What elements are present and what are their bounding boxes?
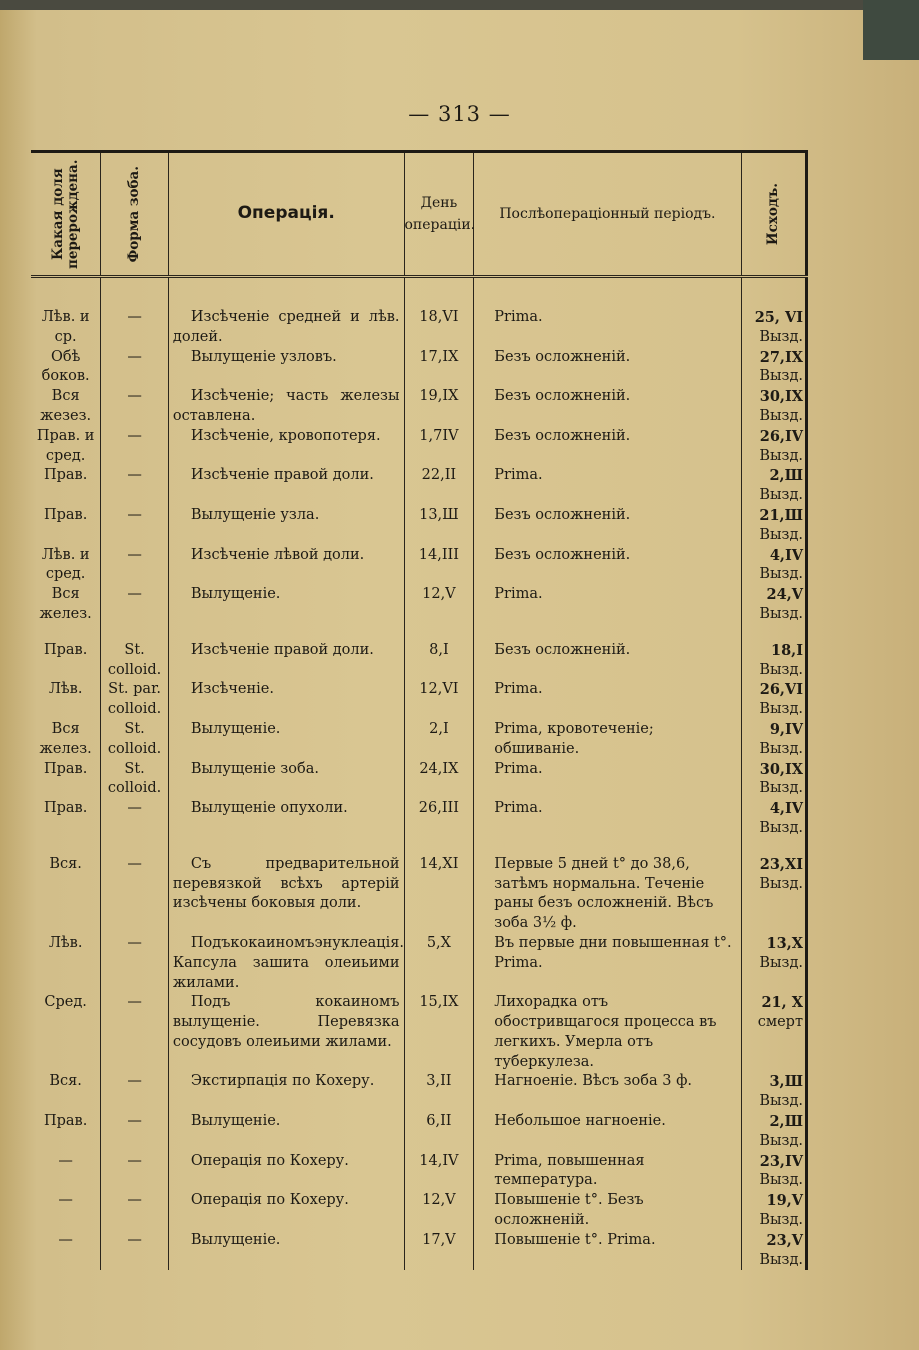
cell-post: Въ первые дни повышенная t°. Prima. — [474, 934, 741, 993]
cell-outcome — [741, 760, 806, 800]
table-row — [31, 546, 807, 586]
cell-day: 1,7IV — [404, 427, 474, 467]
outcome-result: Вызд. — [759, 954, 803, 971]
cell-post: Небольшое нагноеніе. — [474, 1112, 741, 1152]
table-row — [31, 506, 807, 546]
outcome-result: Вызд. — [759, 605, 803, 622]
cell-region: — — [58, 1231, 73, 1248]
table-row — [31, 1191, 807, 1231]
cell-form: — — [101, 506, 169, 546]
outcome-result: Вызд. — [759, 661, 803, 678]
outcome-date: 13,X — [766, 934, 803, 952]
cell-post: Безъ осложненій. — [474, 641, 741, 681]
cell-region: Прав. — [43, 467, 88, 484]
outcome-date: 21,Ш — [759, 506, 803, 524]
header-day: День операціи. — [404, 152, 474, 277]
outcome-date: 4,IV — [769, 800, 803, 818]
group-gap — [31, 839, 807, 855]
cell-region: Сред. — [44, 994, 87, 1011]
outcome-result: Вызд. — [759, 1212, 803, 1229]
cell-day: 24,IX — [404, 760, 474, 800]
table-row — [31, 1231, 807, 1271]
outcome-date: 18,I — [770, 641, 803, 659]
table-row — [31, 680, 807, 720]
cell-outcome — [741, 308, 806, 348]
cell-post: Prima. — [474, 308, 741, 348]
cell-form: — — [101, 799, 169, 839]
cell-region: Вся. — [49, 855, 82, 872]
cell-post: Prima. — [474, 799, 741, 839]
outcome-result: Вызд. — [759, 780, 803, 797]
table-row — [31, 855, 807, 934]
cell-form: St. colloid. — [101, 641, 169, 681]
table-row — [31, 993, 807, 1072]
outcome-result: Вызд. — [759, 1093, 803, 1110]
cell-post: Безъ осложненій. — [474, 546, 741, 586]
outcome-result: Вызд. — [759, 740, 803, 757]
cell-post: Лихорадка отъ обостривщагося процесса въ легкихъ. Умерла отъ туберкулеза. — [474, 993, 741, 1072]
cell-region: Вся. — [49, 1073, 82, 1090]
cell-operation: Изсѣченіе; часть железы оставлена. — [168, 387, 404, 427]
cell-region: Лѣв. и сред. — [41, 546, 90, 583]
cell-form: — — [101, 934, 169, 993]
outcome-date: 23,IV — [759, 1152, 803, 1170]
cell-day: 17,V — [404, 1231, 474, 1271]
cell-operation: Вылущеніе узла. — [168, 506, 404, 546]
cell-operation: Съ предварительной перевязкой всѣхъ артерій изсѣчены боковыя доли. — [168, 855, 404, 934]
outcome-date: 23,V — [766, 1231, 803, 1249]
outcome-result: Вызд. — [759, 566, 803, 583]
outcome-result: Вызд. — [759, 328, 803, 345]
cell-operation: Вылущеніе узловъ. — [168, 348, 404, 388]
outcome-result: Вызд. — [759, 819, 803, 836]
cell-region: Лѣв. — [48, 934, 83, 951]
table-row — [31, 1152, 807, 1192]
cell-day: 12,VI — [404, 680, 474, 720]
cell-post: Безъ осложненій. — [474, 427, 741, 467]
cell-form: — — [101, 1191, 169, 1231]
table-row — [31, 720, 807, 760]
table-row — [31, 1112, 807, 1152]
cell-form: — — [101, 427, 169, 467]
cell-region: Лѣв. и ср. — [41, 309, 90, 345]
cell-form: — — [101, 387, 169, 427]
table-row — [31, 799, 807, 839]
outcome-result: Вызд. — [759, 407, 803, 424]
cell-outcome — [741, 720, 806, 760]
cell-outcome — [741, 387, 806, 427]
cell-operation: Подъкокаиномъэнуклеація. Капсула зашита олеиьими жилами. — [168, 934, 404, 993]
table-row — [31, 348, 807, 388]
cell-region: — — [58, 1152, 73, 1169]
cell-region: Вся желез. — [39, 720, 92, 757]
outcome-date: 26,VI — [759, 681, 803, 699]
cell-post: Нагноеніе. Вѣсъ зоба 3 ф. — [474, 1072, 741, 1112]
cell-form: — — [101, 1152, 169, 1192]
cell-outcome — [741, 1112, 806, 1152]
cell-day: 12,V — [404, 1191, 474, 1231]
cell-form: St. par. colloid. — [101, 680, 169, 720]
outcome-date: 19,V — [766, 1192, 803, 1210]
scan-edge-top — [0, 0, 919, 10]
cell-outcome — [741, 1072, 806, 1112]
cell-day: 26,III — [404, 799, 474, 839]
cell-outcome — [741, 1191, 806, 1231]
outcome-date: 26,IV — [759, 427, 803, 445]
cell-form: — — [101, 993, 169, 1072]
cell-form: — — [101, 855, 169, 934]
cell-post: Prima. — [474, 760, 741, 800]
cell-form: St. colloid. — [101, 760, 169, 800]
outcome-date: 4,IV — [769, 546, 803, 564]
outcome-result: Вызд. — [759, 1172, 803, 1189]
cell-day: 6,II — [404, 1112, 474, 1152]
cell-region: Обѣ боков. — [41, 348, 90, 385]
outcome-date: 21, X — [761, 994, 803, 1012]
table-row — [31, 934, 807, 993]
table-row — [31, 1072, 807, 1112]
table-header-row — [31, 152, 807, 277]
cell-day: 5,X — [404, 934, 474, 993]
cell-outcome — [741, 1152, 806, 1192]
header-form: Форма зоба. — [101, 152, 169, 277]
outcome-result: Вызд. — [759, 526, 803, 543]
cell-region: Лѣв. — [48, 681, 83, 698]
cell-operation: Вылущеніе. — [168, 1112, 404, 1152]
cell-outcome — [741, 641, 806, 681]
cell-region: Прав. — [43, 506, 88, 523]
cell-region: Прав. — [43, 1113, 88, 1130]
cell-form: — — [101, 1072, 169, 1112]
cell-day: 14,XI — [404, 855, 474, 934]
cell-operation: Изсѣченіе средней и лѣв. долей. — [168, 308, 404, 348]
cell-form: — — [101, 348, 169, 388]
cell-day: 2,I — [404, 720, 474, 760]
table-row — [31, 466, 807, 506]
header-region: Какая доля перерождена. — [31, 152, 101, 277]
table-row — [31, 387, 807, 427]
cell-operation: Изсѣченіе правой доли. — [168, 641, 404, 681]
cell-operation: Изсѣченіе лѣвой доли. — [168, 546, 404, 586]
outcome-date: 24,V — [766, 586, 803, 604]
cell-operation: Вылущеніе зоба. — [168, 760, 404, 800]
outcome-result: Вызд. — [759, 701, 803, 718]
cell-operation: Изсѣченіе. — [168, 680, 404, 720]
cell-outcome — [741, 585, 806, 625]
cell-form: — — [101, 1231, 169, 1271]
header-outcome: Исходъ. — [741, 152, 806, 277]
cell-day: 15,IX — [404, 993, 474, 1072]
cell-outcome — [741, 855, 806, 934]
cell-form: — — [101, 585, 169, 625]
cell-region: Вся жезез. — [40, 388, 92, 424]
outcome-date: 30,IX — [759, 388, 803, 406]
cell-form: St. colloid. — [101, 720, 169, 760]
outcome-date: 23,XI — [759, 855, 803, 873]
cell-post: Повышеніе t°. Prima. — [474, 1231, 741, 1271]
outcome-date: 30,IX — [759, 760, 803, 778]
cell-operation: Вылущеніе опухоли. — [168, 799, 404, 839]
cell-operation: Вылущеніе. — [168, 1231, 404, 1271]
cell-outcome — [741, 466, 806, 506]
cell-region: Прав. — [43, 641, 88, 658]
cell-outcome — [741, 506, 806, 546]
cell-post: Безъ осложненій. — [474, 348, 741, 388]
outcome-result: Вызд. — [759, 447, 803, 464]
cell-operation: Вылущеніе. — [168, 585, 404, 625]
outcome-result: смерт — [757, 1014, 803, 1031]
table-row — [31, 641, 807, 681]
cell-form: — — [101, 546, 169, 586]
operations-table — [31, 150, 808, 1270]
cell-day: 3,II — [404, 1072, 474, 1112]
outcome-result: Вызд. — [759, 875, 803, 892]
cell-post: Безъ осложненій. — [474, 387, 741, 427]
cell-outcome — [741, 799, 806, 839]
cell-region: Прав. — [43, 800, 88, 817]
cell-region: Прав. — [43, 760, 88, 777]
outcome-date: 3,Ш — [769, 1073, 803, 1091]
header-operation: Операція. — [168, 152, 404, 277]
outcome-date: 25, VI — [754, 309, 803, 326]
outcome-result: Вызд. — [759, 1251, 803, 1268]
table-row — [31, 308, 807, 348]
scan-edge-corner — [863, 0, 919, 60]
cell-outcome — [741, 348, 806, 388]
cell-outcome — [741, 934, 806, 993]
cell-post: Безъ осложненій. — [474, 506, 741, 546]
cell-post: Повышеніе t°. Безъ осложненій. — [474, 1191, 741, 1231]
cell-post: Prima, кровотеченіе; обшиваніе. — [474, 720, 741, 760]
cell-form: — — [101, 466, 169, 506]
cell-region: Прав. и сред. — [36, 427, 95, 464]
cell-day: 22,II — [404, 466, 474, 506]
cell-operation: Подъ кокаиномъ вылущеніе. Перевязка сосудовъ олеиьими жилами. — [168, 993, 404, 1072]
outcome-result: Вызд. — [759, 1132, 803, 1149]
outcome-result: Вызд. — [759, 487, 803, 504]
cell-region: Вся желез. — [39, 586, 92, 622]
cell-day: 18,VI — [404, 308, 474, 348]
cell-outcome — [741, 680, 806, 720]
cell-operation: Операція по Кохеру. — [168, 1191, 404, 1231]
cell-day: 13,Ш — [404, 506, 474, 546]
cell-form: — — [101, 1112, 169, 1152]
cell-post: Первые 5 дней t° до 38,6, затѣмъ нормальна. Теченіе раны безъ осложненій. Вѣсъ зоба 3½ ф. — [474, 855, 741, 934]
table-body — [31, 277, 807, 1271]
outcome-date: 2,Ш — [769, 467, 803, 485]
cell-day: 19,IX — [404, 387, 474, 427]
cell-operation: Операція по Кохеру. — [168, 1152, 404, 1192]
cell-post: Prima. — [474, 585, 741, 625]
cell-outcome — [741, 546, 806, 586]
outcome-result: Вызд. — [759, 368, 803, 385]
cell-region: — — [58, 1192, 73, 1209]
table-row — [31, 585, 807, 625]
outcome-date: 9,IV — [769, 720, 803, 738]
cell-outcome — [741, 1231, 806, 1271]
table-row — [31, 760, 807, 800]
cell-outcome — [741, 993, 806, 1072]
cell-operation: Изсѣченіе правой доли. — [168, 466, 404, 506]
cell-post: Prima. — [474, 466, 741, 506]
cell-operation: Экстирпація по Кохеру. — [168, 1072, 404, 1112]
header-post: Послѣопераціонный періодъ. — [474, 152, 741, 277]
cell-post: Prima, повышенная температура. — [474, 1152, 741, 1192]
page-number: — 313 — — [408, 102, 511, 126]
cell-post: Prima. — [474, 680, 741, 720]
cell-form: — — [101, 308, 169, 348]
outcome-date: 27,IX — [759, 348, 803, 366]
cell-day: 17,IX — [404, 348, 474, 388]
table-row — [31, 427, 807, 467]
cell-outcome — [741, 427, 806, 467]
cell-operation: Вылущеніе. — [168, 720, 404, 760]
cell-day: 14,IV — [404, 1152, 474, 1192]
outcome-date: 2,Ш — [769, 1113, 803, 1131]
cell-day: 14,III — [404, 546, 474, 586]
cell-day: 12,V — [404, 585, 474, 625]
cell-day: 8,I — [404, 641, 474, 681]
group-gap — [31, 625, 807, 641]
cell-operation: Изсѣченіе, кровопотеря. — [168, 427, 404, 467]
